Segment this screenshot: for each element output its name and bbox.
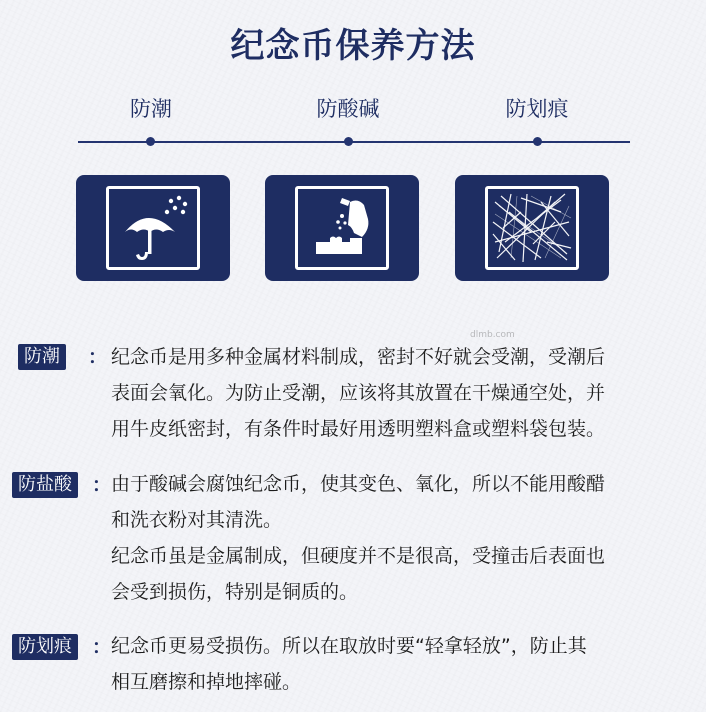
category-label-moisture: 防潮 xyxy=(130,97,172,121)
section-tag-colon: ： xyxy=(92,636,112,658)
scratched-surface-icon xyxy=(491,192,573,264)
text-line: 纪念币虽是金属制成，但硬度并不是很高，受撞击后表面也 xyxy=(111,545,606,567)
text-line: 表面会氧化。为防止受潮，应该将其放置在干燥通空处，并 xyxy=(111,382,606,404)
section-text-scratch xyxy=(111,628,696,700)
watermark-text: dlmb.com xyxy=(470,330,515,340)
text-line: 相互磨擦和掉地摔碰。 xyxy=(111,671,302,693)
section-tag-moisture: 防潮 xyxy=(18,344,66,370)
text-line: 会受到损伤，特别是铜质的。 xyxy=(111,581,359,603)
timeline-divider xyxy=(78,141,630,143)
text-line: 由于酸碱会腐蚀纪念币，使其变色、氧化，所以不能用酸醋 xyxy=(111,473,606,495)
acid-corrosion-icon xyxy=(302,192,382,264)
timeline-dot xyxy=(146,137,155,146)
category-label-acid: 防酸碱 xyxy=(316,97,380,121)
section-tag-scratch: 防划痕 xyxy=(12,634,78,660)
moisture-card xyxy=(76,175,230,281)
acid-card xyxy=(265,175,419,281)
text-line: 纪念币更易受损伤。所以在取放时要“轻拿轻放”，防止其 xyxy=(111,635,587,657)
section-text-moisture xyxy=(111,339,696,447)
section-tag-colon: ： xyxy=(92,474,112,496)
umbrella-rain-icon xyxy=(113,192,193,264)
scratch-card xyxy=(455,175,609,281)
text-line: 和洗衣粉对其清洗。 xyxy=(111,509,283,531)
section-tag-acid: 防盐酸 xyxy=(12,472,78,498)
section-text-acid xyxy=(111,466,696,610)
section-tag-colon: ： xyxy=(88,346,108,368)
timeline-dot xyxy=(533,137,542,146)
text-line: 纪念币是用多种金属材料制成，密封不好就会受潮，受潮后 xyxy=(111,346,606,368)
category-label-scratch: 防划痕 xyxy=(505,97,569,121)
page-title: 纪念币保养方法 xyxy=(230,26,476,66)
timeline-dot xyxy=(344,137,353,146)
text-line: 用牛皮纸密封，有条件时最好用透明塑料盒或塑料袋包装。 xyxy=(111,418,606,440)
